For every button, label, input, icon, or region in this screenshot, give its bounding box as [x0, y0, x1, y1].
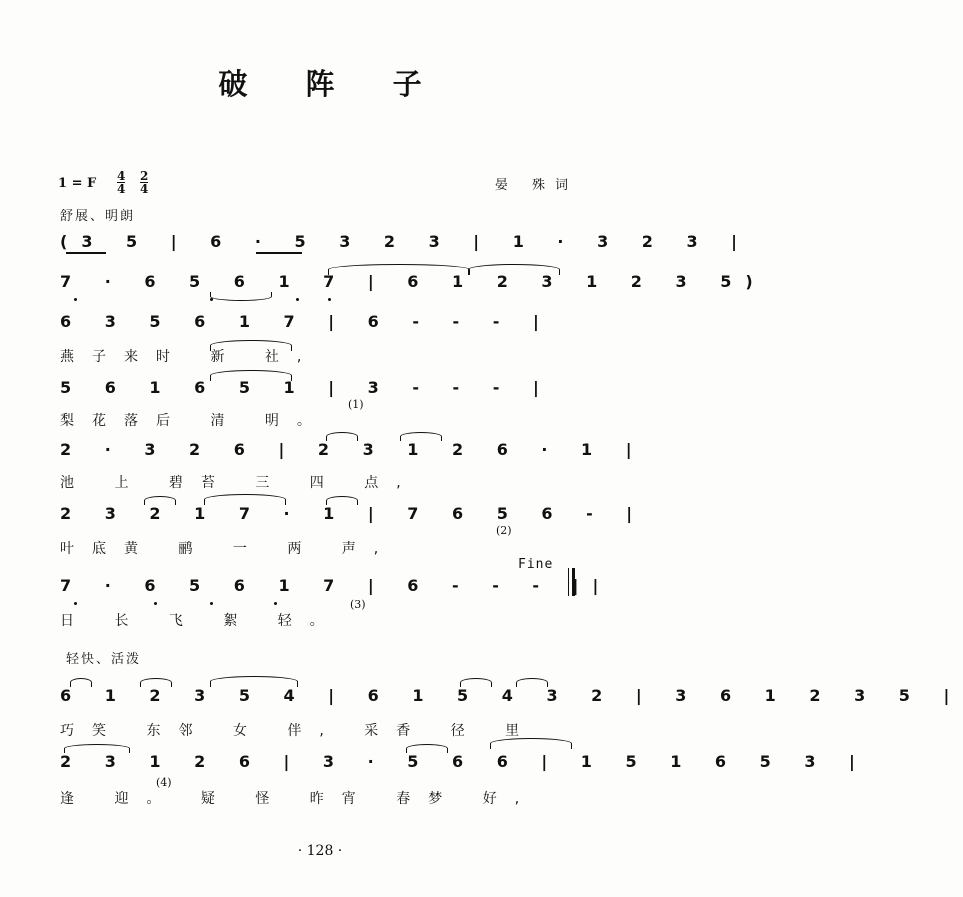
footnote-marker: (2) — [496, 524, 512, 537]
slur-arc — [400, 432, 442, 441]
song-title: 破 阵 子 — [218, 67, 446, 101]
tempo-marking: 轻快、活泼 — [66, 652, 142, 667]
slur-arc — [460, 678, 492, 687]
slur-arc — [204, 494, 286, 505]
fine-marking: Fine — [518, 557, 554, 572]
lyric-line: 梨花落后 清 明。 — [60, 413, 329, 429]
slur-arc — [70, 678, 92, 687]
notation-line: 6 3 5 6 1 7 | 6 - - - | — [60, 312, 553, 331]
octave-dot — [154, 602, 157, 605]
octave-dot — [74, 602, 77, 605]
slur-arc — [328, 264, 470, 275]
octave-dot — [296, 298, 299, 301]
slur-arc — [144, 496, 176, 505]
footnote-marker: (3) — [350, 598, 366, 611]
page-number: · 128 · — [297, 843, 343, 859]
score-row — [60, 378, 580, 438]
notation-line: 7 · 6 5 6 1 7 | 6 1 2 3 1 2 3 5) — [60, 272, 767, 291]
score-row — [60, 440, 646, 500]
ts-numerator: 4 — [117, 169, 126, 183]
slur-arc — [326, 496, 358, 505]
ts-numerator: 2 — [140, 169, 149, 183]
slur-arc — [468, 264, 560, 275]
footnote-marker: (4) — [156, 776, 172, 789]
score-row — [60, 576, 613, 636]
ts-denominator: 4 — [140, 182, 149, 196]
slur-arc — [210, 370, 292, 381]
footnote-marker: (1) — [348, 398, 364, 411]
octave-dot — [74, 298, 77, 301]
notation-line: 5 6 1 6 5 1 | 3 - - - | — [60, 378, 553, 397]
slur-arc — [516, 678, 548, 687]
beam-line — [256, 252, 302, 254]
slur-arc — [490, 738, 572, 749]
notation-line: 6 1 2 3 5 4 | 6 1 5 4 3 2 | 3 6 1 2 3 5 | — [60, 686, 963, 705]
octave-dot — [210, 298, 213, 301]
lyric-line: 池 上 碧苔 三 四 点, — [60, 475, 419, 491]
lyric-line: 日 长 飞 絮 轻。 — [60, 613, 342, 629]
score-row — [60, 312, 580, 372]
score-row — [60, 232, 752, 262]
beam-line — [66, 252, 106, 254]
octave-dot — [328, 298, 331, 301]
lyric-line: 燕子来时 新 社, — [60, 349, 320, 365]
key-signature: 1 = F — [58, 176, 97, 191]
ts-denominator: 4 — [117, 182, 126, 196]
lyricist-credit: 晏 殊词 — [494, 178, 578, 193]
octave-dot — [274, 602, 277, 605]
time-signature-4-4 — [117, 170, 125, 195]
lyric-line: 逢 迎。 疑 怪 昨宵 春梦 好, — [60, 791, 538, 807]
notation-line: 2 · 3 2 6 | 2 3 1 2 6 · 1 | — [60, 440, 646, 459]
notation-line: (3 5 | 6 · 5 3 2 3 | 1 · 3 2 3 | — [60, 232, 752, 251]
score-row — [60, 686, 963, 746]
lyric-line: 叶底黄 鹂 一 两 声, — [60, 541, 397, 557]
slur-arc — [406, 744, 448, 753]
notation-line: 2 3 1 2 6 | 3 · 5 6 6 | 1 5 1 6 5 3 | — [60, 752, 869, 771]
slur-arc — [64, 744, 130, 753]
lyric-line: 巧笑 东邻 女 伴, 采香 径 里 — [60, 723, 538, 739]
time-signature-2-4 — [140, 170, 148, 195]
score-row — [60, 504, 647, 564]
tempo-marking: 舒展、明朗 — [60, 209, 136, 224]
slur-arc — [140, 678, 172, 687]
slur-arc — [326, 432, 358, 441]
slur-arc — [210, 292, 272, 301]
octave-dot — [210, 602, 213, 605]
slur-arc — [210, 340, 292, 351]
notation-line: 7 · 6 5 6 1 7 | 6 - - - || — [60, 576, 613, 595]
notation-line: 2 3 2 1 7 · 1 | 7 6 5 6 - | — [60, 504, 647, 523]
score-row — [60, 272, 767, 302]
slur-arc — [210, 676, 298, 687]
score-row — [60, 752, 869, 812]
